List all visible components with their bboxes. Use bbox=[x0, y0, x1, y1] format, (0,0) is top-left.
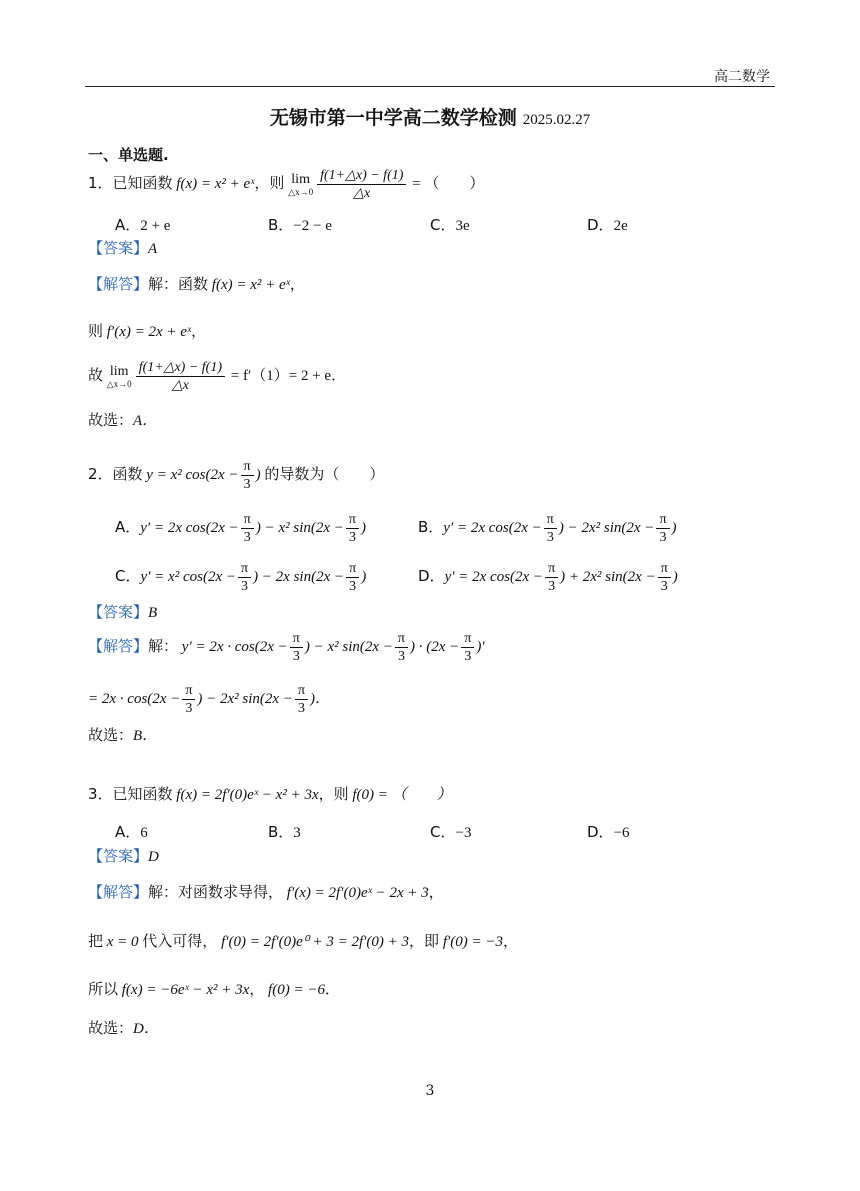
q2-option-b: B．y′ = 2x cos(2x − $\frac{\pi}{3}$ ) − 2x² sin(2x − $\frac{\pi}{3}$ ) bbox=[418, 512, 677, 545]
section-heading: 一、单选题. bbox=[88, 146, 169, 164]
q1-solution-line-3: 故 lim △x→0 $\frac{f(1+\triangle x) - f(1)}{\triangle x}$ = f′（1）= 2 + e． bbox=[88, 360, 347, 393]
q2-choose: 故选：B． bbox=[88, 726, 158, 744]
page-title bbox=[0, 103, 860, 130]
q1-option-d: D．2e bbox=[587, 216, 628, 234]
q2-solution-line-1: 【解答】解： y′ = 2x · cos(2x − $\frac{\pi}{3}$ ) − x² sin(2x − $\frac{\pi}{3}$ ) · (2x − $\frac{\pi}{3}$ )′ bbox=[88, 631, 485, 664]
q2-option-c: C．y′ = x² cos(2x − $\frac{\pi}{3}$ ) − 2x sin(2x − $\frac{\pi}{3}$ ) bbox=[115, 561, 367, 594]
title-date: 2025.02.27 bbox=[522, 112, 591, 128]
q1-solution-line-1: 【解答】解：函数 f(x) = x² + eˣ， bbox=[88, 275, 305, 293]
q2-solution-line-2: = 2x · cos(2x − $\frac{\pi}{3}$ ) − 2x² sin(2x − $\frac{\pi}{3}$ )． bbox=[88, 683, 331, 716]
q2-option-d: D．y′ = 2x cos(2x − $\frac{\pi}{3}$ ) + 2x² sin(2x − $\frac{\pi}{3}$ ) bbox=[418, 561, 678, 594]
q3-choose: 故选：D． bbox=[88, 1019, 159, 1037]
header-rule bbox=[85, 86, 775, 87]
q1-option-a: A．2 + e bbox=[115, 216, 171, 234]
q1-solution-line-2: 则 f′(x) = 2x + eˣ， bbox=[88, 322, 207, 340]
q1-function: f(x) = x² + eˣ bbox=[176, 175, 255, 192]
q3-solution-line-3: 所以 f(x) = −6eˣ − x² + 3x， f(0) = −6． bbox=[88, 980, 340, 998]
q3-option-a: A．6 bbox=[115, 823, 148, 841]
q3-solution-line-2: 把 x = 0 代入可得， f′(0) = 2f′(0)e⁰ + 3 = 2f′(0) + 3，即 f′(0) = −3， bbox=[88, 932, 519, 950]
q2-option-a: A．y′ = 2x cos(2x − $\frac{\pi}{3}$ ) − x² sin(2x − $\frac{\pi}{3}$ ) bbox=[115, 512, 366, 545]
q1-choose: 故选：A． bbox=[88, 411, 158, 429]
q1-fraction: $\frac{f(1+\triangle x) - f(1)}{\triangle x}$ bbox=[317, 167, 406, 202]
question-1: 1．已知函数 f(x) = x² + eˣ，则 lim △x→0 $\frac{f(1+\triangle x) - f(1)}{\triangle x}$ = （ ） bbox=[88, 168, 485, 201]
q3-option-c: C．−3 bbox=[430, 823, 472, 841]
q3-solution-line-1: 【解答】解：对函数求导得， f′(x) = 2f′(0)eˣ − 2x + 3， bbox=[88, 883, 444, 901]
header-subject-label: 高二数学 bbox=[714, 69, 770, 85]
question-3: 3．已知函数 f(x) = 2f′(0)eˣ − x² + 3x，则 f(0) = （ ） bbox=[88, 785, 452, 803]
q1-answer: 【答案】A bbox=[88, 239, 158, 257]
q1-option-c: C．3e bbox=[430, 216, 470, 234]
q1-option-b: B．−2 − e bbox=[268, 216, 332, 234]
title-text: 无锡市第一中学高二数学检测 bbox=[269, 107, 517, 129]
page-number: 3 bbox=[425, 1083, 435, 1099]
q3-answer: 【答案】D bbox=[88, 847, 159, 865]
q3-option-d: D．−6 bbox=[587, 823, 630, 841]
q2-answer: 【答案】B bbox=[88, 603, 158, 621]
question-2: 2．函数 y = x² cos(2x − $\frac{\pi}{3}$ ) 的导数为（ ） bbox=[88, 459, 385, 492]
q3-option-b: B．3 bbox=[268, 823, 301, 841]
q1-limit: lim △x→0 bbox=[288, 172, 314, 197]
